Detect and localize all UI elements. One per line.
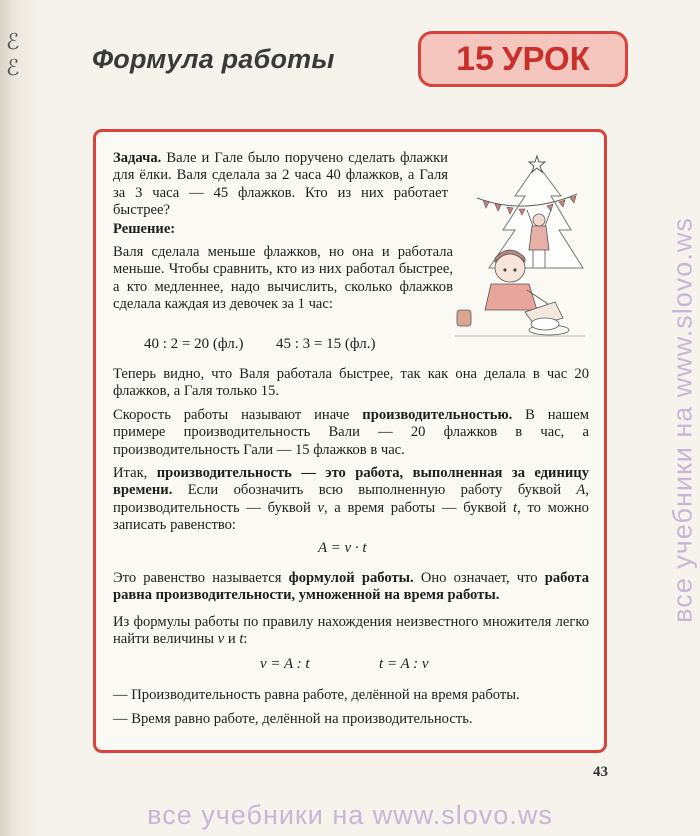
derived-var-t: t xyxy=(239,631,244,648)
calculation-2: 45 : 3 = 15 (фл.) xyxy=(276,336,376,352)
work-formula-rule: работа равна производительности, умноженной на время работы. xyxy=(113,570,589,604)
definition-text-a: Итак, xyxy=(113,465,157,481)
girl-with-tree-illustration xyxy=(455,150,585,340)
productivity-text-a: Скорость работы называют иначе xyxy=(113,407,363,423)
derived-var-v: v xyxy=(217,631,225,648)
bottom-watermark: все учебники на www.slovo.ws xyxy=(147,800,553,830)
page-title: Формула работы xyxy=(92,44,335,74)
derived-paragraph xyxy=(113,614,589,649)
binding-scribbles: ℰ ℰ xyxy=(6,30,20,81)
variable-v: v xyxy=(317,499,324,516)
calculation-1: 40 : 2 = 20 (фл.) xyxy=(144,336,244,352)
definition-term: производительность — это работа, выполненная за единицу времени. xyxy=(113,465,589,499)
definition-text-d: , производительность — буквой xyxy=(113,482,589,516)
productivity-paragraph xyxy=(113,407,589,459)
definition-text-c: Если обозначить всю выполненную работу буквой xyxy=(172,482,577,499)
productivity-text-c: В нашем примере производительность Вали — 20 флажков в час, а производительность Гали — 15 флажков в час. xyxy=(113,407,589,458)
solution-label xyxy=(113,221,175,238)
lesson-badge xyxy=(418,31,628,87)
derived-line-1: — Производительность равна работе, делённой на время работы. xyxy=(113,687,520,703)
lesson-word: УРОК xyxy=(501,40,590,77)
task-label: Задача. xyxy=(113,150,162,166)
work-formula-term: формулой работы. xyxy=(288,570,414,586)
derived-line-2: — Время равно работе, делённой на производительность. xyxy=(113,711,473,727)
work-formula-paragraph xyxy=(113,570,589,605)
formula-t: t = A : v xyxy=(379,656,429,672)
work-text-c: Оно означает, что xyxy=(413,570,545,586)
productivity-term: производительностью. xyxy=(362,407,513,423)
variable-a: A xyxy=(576,482,586,499)
solution-label-text: Решение: xyxy=(113,221,176,237)
lesson-number: 15 xyxy=(456,39,494,78)
work-text-a: Это равенство называется xyxy=(113,570,289,586)
derived-and: и xyxy=(224,631,240,648)
side-watermark-text: все учебники на www.slovo.ws xyxy=(667,217,698,623)
variable-t: t xyxy=(513,499,518,516)
definition-text-f: , то можно записать равенство: xyxy=(113,499,589,534)
page-number: 43 xyxy=(593,764,608,780)
formula-v: v = A : t xyxy=(260,656,310,672)
derived-text-a: Из формулы работы по правилу нахождения неизвестного множителя легко найти величины xyxy=(113,614,589,648)
derived-colon: : xyxy=(243,631,248,648)
task-text: Вале и Гале было поручено сделать флажки для ёлки. Валя сделала за 2 часа 40 флажков, а Галя за 3 часа — 45 флажков. Кто из них работает быстрее? xyxy=(113,150,448,219)
task-paragraph xyxy=(113,150,448,220)
solution-paragraph-1: Валя сделала меньше флажков, но она и работала меньше. Чтобы сравнить, кто из них работал быстрее, а кто медленнее, надо вычислить, сколько флажков сделала каждая из девочек за 1 час: xyxy=(113,244,453,313)
work-formula: A = v · t xyxy=(318,540,367,556)
side-watermark xyxy=(668,120,698,720)
solution-paragraph-2: Теперь видно, что Валя работала быстрее, так как она делала в час 20 флажков, а Галя только 15. xyxy=(113,366,589,400)
definition-text-e: , а время работы — буквой xyxy=(323,499,514,516)
definition-paragraph xyxy=(113,465,589,535)
